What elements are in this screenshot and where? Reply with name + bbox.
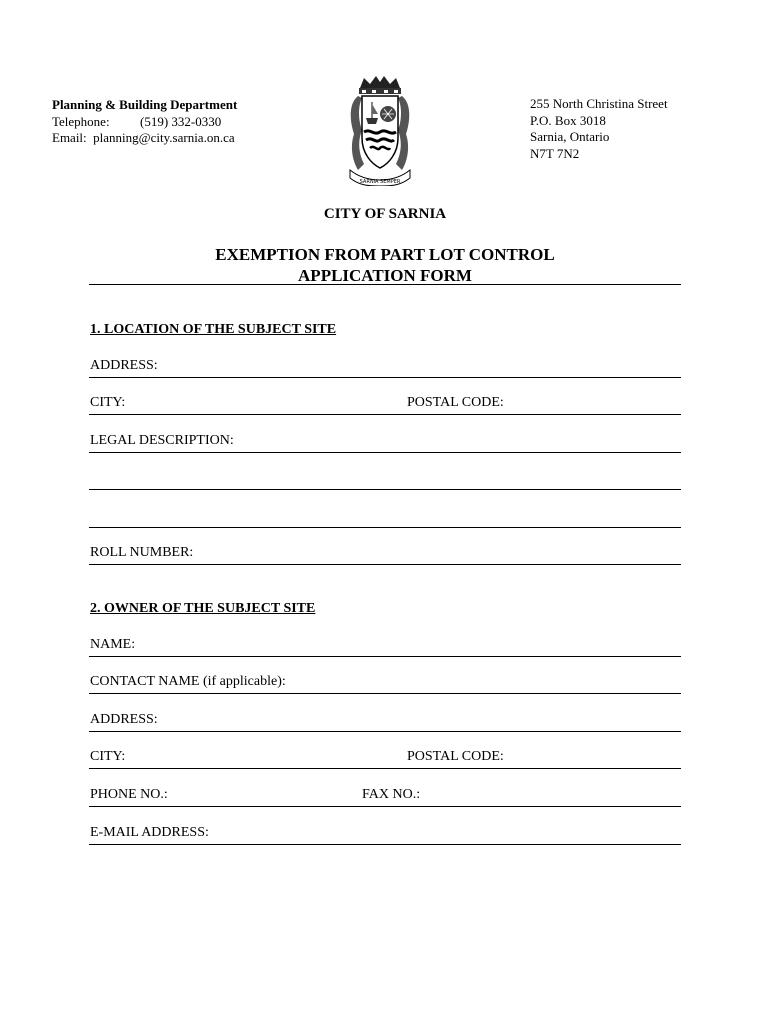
address-line: Sarnia, Ontario [530, 129, 610, 144]
email-row [52, 130, 237, 147]
owner-address-label: ADDRESS: [90, 712, 158, 727]
owner-city-postal-field[interactable] [89, 746, 681, 769]
contact-name-field[interactable] [89, 671, 681, 694]
roll-number-field[interactable] [89, 542, 681, 565]
telephone-row [52, 114, 237, 131]
owner-address-field[interactable] [89, 709, 681, 732]
contact-name-label: CONTACT NAME (if applicable): [90, 674, 286, 689]
city-name-heading: CITY OF SARNIA [323, 206, 447, 222]
address-line: N7T 7N2 [530, 145, 580, 161]
city-crest-logo [346, 74, 414, 186]
owner-postal-label: POSTAL CODE: [407, 749, 504, 764]
crest-motto: SARNIA SEMPER [359, 179, 401, 185]
owner-name-field[interactable] [89, 634, 681, 657]
mailing-address-block [530, 96, 668, 162]
site-postal-label: POSTAL CODE: [407, 395, 504, 410]
phone-label: PHONE NO.: [90, 787, 168, 802]
section-1-heading: 1. LOCATION OF THE SUBJECT SITE [90, 322, 337, 337]
form-title-line-2: APPLICATION FORM [298, 266, 472, 285]
email-address-field[interactable] [89, 822, 681, 845]
legal-description-field[interactable] [89, 430, 681, 453]
department-name: Planning & Building Department [52, 97, 238, 112]
email-address-label: E-MAIL ADDRESS: [90, 825, 209, 840]
owner-city-label: CITY: [90, 749, 126, 764]
title-divider [89, 284, 681, 285]
site-address-field[interactable] [89, 355, 681, 378]
roll-number-label: ROLL NUMBER: [90, 545, 194, 560]
owner-name-label: NAME: [90, 637, 136, 652]
legal-description-line-2[interactable] [89, 467, 681, 490]
department-contact-block [52, 97, 237, 147]
phone-fax-field[interactable] [89, 784, 681, 807]
address-line: P.O. Box 3018 [530, 112, 606, 128]
legal-description-label: LEGAL DESCRIPTION: [90, 433, 234, 448]
form-title [0, 244, 770, 286]
section-2-heading: 2. OWNER OF THE SUBJECT SITE [90, 601, 316, 616]
site-city-label: CITY: [90, 395, 126, 410]
crest-emblem-icon [346, 74, 414, 186]
address-line: 255 North Christina Street [530, 96, 668, 111]
telephone-label: Telephone: [52, 113, 110, 129]
site-city-postal-field[interactable] [89, 392, 681, 415]
telephone-value: (519) 332-0330 [140, 113, 222, 129]
fax-label: FAX NO.: [362, 787, 421, 802]
site-address-label: ADDRESS: [90, 358, 158, 373]
legal-description-line-3[interactable] [89, 505, 681, 528]
form-title-line-1: EXEMPTION FROM PART LOT CONTROL [215, 245, 555, 264]
email-label: Email: [52, 130, 87, 145]
email-value: planning@city.sarnia.on.ca [93, 130, 235, 145]
